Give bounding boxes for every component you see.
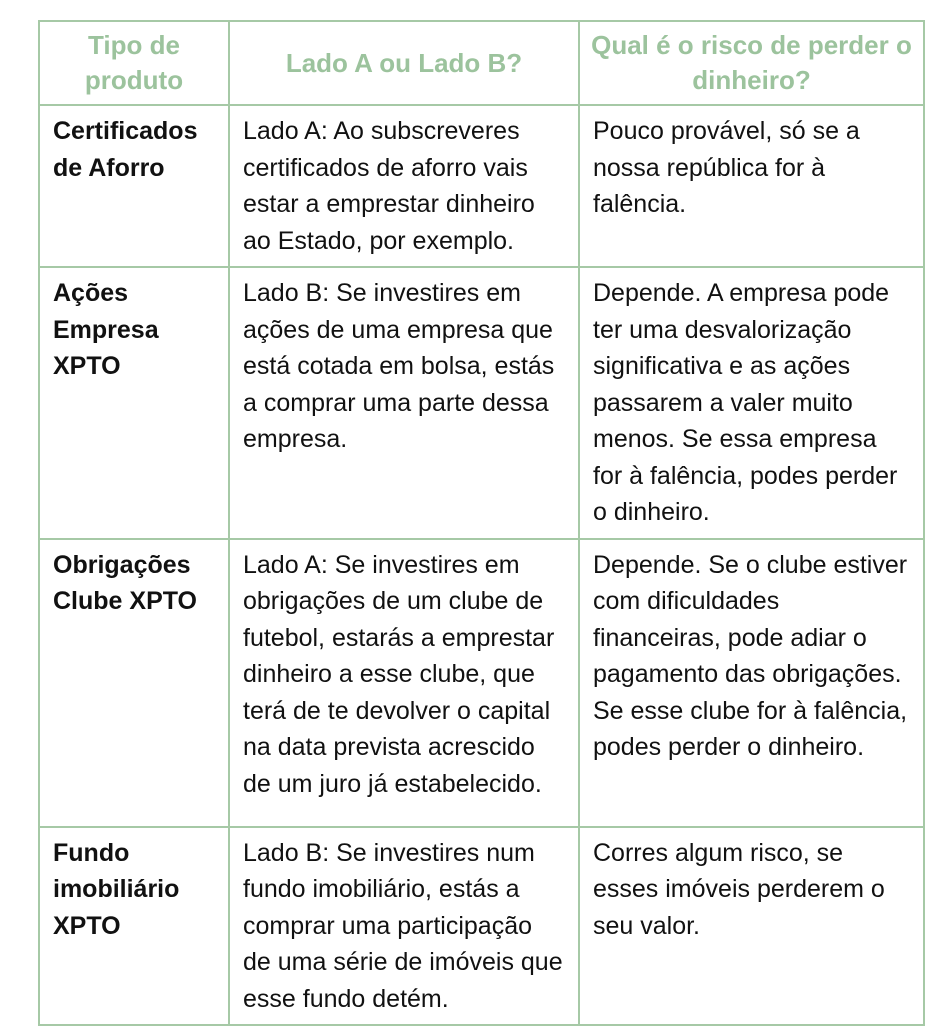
product-risk-table bbox=[38, 20, 925, 1026]
header-lado-a-ou-lado-b: Lado A ou Lado B? bbox=[229, 21, 579, 105]
cell-lado: Lado A: Se investires em obrigações de um clube de futebol, estarás a emprestar dinheiro a esse clube, que terá de te devolver o capital na data prevista acrescido de um juro já estabelecido. bbox=[229, 539, 579, 827]
cell-risco: Depende. A empresa pode ter uma desvalorização significativa e as ações passarem a valer muito menos. Se essa empresa for à falência, podes perder o dinheiro. bbox=[579, 267, 924, 539]
table-row bbox=[39, 827, 924, 1026]
table-row bbox=[39, 267, 924, 539]
table-row bbox=[39, 105, 924, 267]
cell-produto: Ações Empresa XPTO bbox=[39, 267, 229, 539]
cell-risco: Depende. Se o clube estiver com dificuldades financeiras, pode adiar o pagamento das obrigações. Se esse clube for à falência, podes perder o dinheiro. bbox=[579, 539, 924, 827]
table-row bbox=[39, 539, 924, 827]
header-tipo-de-produto: Tipo de produto bbox=[39, 21, 229, 105]
cell-produto: Fundo imobiliário XPTO bbox=[39, 827, 229, 1026]
cell-risco: Pouco provável, só se a nossa república for à falência. bbox=[579, 105, 924, 267]
cell-produto: Obrigações Clube XPTO bbox=[39, 539, 229, 827]
product-risk-table-container bbox=[38, 20, 925, 1026]
cell-lado: Lado B: Se investires num fundo imobiliário, estás a comprar uma participação de uma série de imóveis que esse fundo detém. bbox=[229, 827, 579, 1026]
cell-lado: Lado A: Ao subscreveres certificados de aforro vais estar a emprestar dinheiro ao Estado, por exemplo. bbox=[229, 105, 579, 267]
cell-lado: Lado B: Se investires em ações de uma empresa que está cotada em bolsa, estás a comprar uma parte dessa empresa. bbox=[229, 267, 579, 539]
cell-produto: Certificados de Aforro bbox=[39, 105, 229, 267]
table-header-row bbox=[39, 21, 924, 105]
cell-risco: Corres algum risco, se esses imóveis perderem o seu valor. bbox=[579, 827, 924, 1026]
header-risco-de-perder-dinheiro: Qual é o risco de perder o dinheiro? bbox=[579, 21, 924, 105]
